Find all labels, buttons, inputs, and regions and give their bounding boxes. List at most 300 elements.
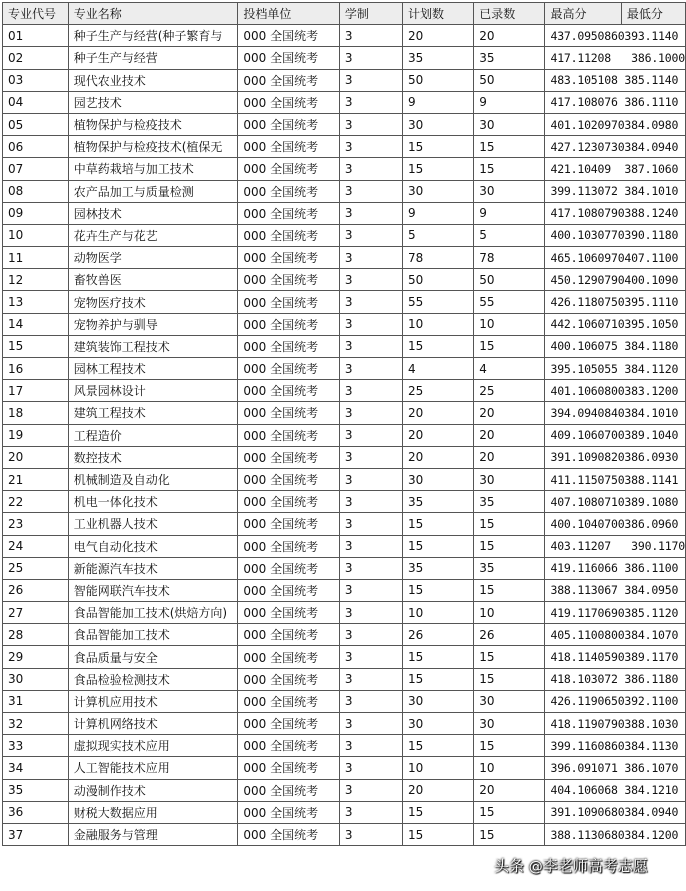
cell-major-code: 20 [3, 446, 69, 468]
cell-scores: 417.108076 386.1110 [545, 91, 686, 113]
table-row [3, 779, 686, 801]
cell-plan: 35 [403, 557, 474, 579]
cell-major-name: 食品智能加工技术(烘焙方向) [68, 602, 238, 624]
cell-major-name: 现代农业技术 [68, 69, 238, 91]
cell-scores: 391.1090820386.0930 [545, 446, 686, 468]
cell-major-name: 种子生产与经营(种子繁育与 [68, 25, 238, 47]
cell-plan: 10 [403, 602, 474, 624]
cell-major-code: 18 [3, 402, 69, 424]
cell-unit: 000 全国统考 [238, 47, 339, 69]
cell-major-code: 19 [3, 424, 69, 446]
cell-major-name: 宠物养护与驯导 [68, 313, 238, 335]
cell-duration: 3 [339, 602, 402, 624]
table-row [3, 47, 686, 69]
cell-major-code: 23 [3, 513, 69, 535]
cell-major-name: 机械制造及自动化 [68, 468, 238, 490]
cell-major-code: 17 [3, 380, 69, 402]
cell-scores: 388.1130680384.1200 [545, 823, 686, 845]
cell-major-code: 16 [3, 358, 69, 380]
cell-major-code: 14 [3, 313, 69, 335]
cell-major-code: 34 [3, 757, 69, 779]
cell-plan: 55 [403, 291, 474, 313]
cell-major-code: 01 [3, 25, 69, 47]
cell-major-code: 28 [3, 624, 69, 646]
cell-duration: 3 [339, 801, 402, 823]
cell-major-code: 10 [3, 224, 69, 246]
cell-admitted: 15 [474, 535, 545, 557]
cell-scores: 483.105108 385.1140 [545, 69, 686, 91]
cell-major-code: 29 [3, 646, 69, 668]
cell-admitted: 35 [474, 47, 545, 69]
cell-unit: 000 全国统考 [238, 358, 339, 380]
cell-scores: 399.113072 384.1010 [545, 180, 686, 202]
watermark: 头条 @李老师高考志愿 [494, 857, 648, 875]
cell-admitted: 10 [474, 313, 545, 335]
cell-major-code: 08 [3, 180, 69, 202]
table-row [3, 358, 686, 380]
cell-unit: 000 全国统考 [238, 446, 339, 468]
cell-duration: 3 [339, 47, 402, 69]
cell-scores: 418.1140590389.1170 [545, 646, 686, 668]
cell-unit: 000 全国统考 [238, 468, 339, 490]
cell-major-code: 03 [3, 69, 69, 91]
cell-duration: 3 [339, 136, 402, 158]
cell-plan: 15 [403, 735, 474, 757]
cell-admitted: 50 [474, 69, 545, 91]
cell-admitted: 30 [474, 690, 545, 712]
cell-plan: 15 [403, 823, 474, 845]
cell-scores: 426.1180750395.1110 [545, 291, 686, 313]
cell-unit: 000 全国统考 [238, 202, 339, 224]
header-admitted: 已录数 [474, 3, 545, 25]
cell-major-name: 建筑装饰工程技术 [68, 335, 238, 357]
cell-duration: 3 [339, 69, 402, 91]
table-row [3, 402, 686, 424]
cell-unit: 000 全国统考 [238, 380, 339, 402]
cell-duration: 3 [339, 779, 402, 801]
cell-duration: 3 [339, 158, 402, 180]
cell-unit: 000 全国统考 [238, 91, 339, 113]
cell-unit: 000 全国统考 [238, 69, 339, 91]
cell-scores: 401.1060800383.1200 [545, 380, 686, 402]
cell-admitted: 30 [474, 113, 545, 135]
table-row [3, 424, 686, 446]
cell-unit: 000 全国统考 [238, 113, 339, 135]
cell-major-name: 植物保护与检疫技术(植保无 [68, 136, 238, 158]
cell-major-name: 宠物医疗技术 [68, 291, 238, 313]
cell-major-name: 智能网联汽车技术 [68, 579, 238, 601]
cell-unit: 000 全国统考 [238, 136, 339, 158]
cell-major-code: 32 [3, 713, 69, 735]
cell-duration: 3 [339, 646, 402, 668]
cell-major-code: 05 [3, 113, 69, 135]
cell-plan: 20 [403, 402, 474, 424]
table-row [3, 513, 686, 535]
table-row [3, 91, 686, 113]
cell-unit: 000 全国统考 [238, 557, 339, 579]
cell-plan: 15 [403, 668, 474, 690]
cell-scores: 395.105055 384.1120 [545, 358, 686, 380]
cell-major-name: 电气自动化技术 [68, 535, 238, 557]
cell-plan: 4 [403, 358, 474, 380]
cell-major-name: 建筑工程技术 [68, 402, 238, 424]
cell-plan: 15 [403, 513, 474, 535]
cell-admitted: 26 [474, 624, 545, 646]
cell-duration: 3 [339, 757, 402, 779]
cell-major-code: 24 [3, 535, 69, 557]
cell-major-name: 人工智能技术应用 [68, 757, 238, 779]
cell-scores: 419.1170690385.1120 [545, 602, 686, 624]
cell-unit: 000 全国统考 [238, 535, 339, 557]
cell-major-code: 31 [3, 690, 69, 712]
cell-major-code: 04 [3, 91, 69, 113]
cell-major-name: 畜牧兽医 [68, 269, 238, 291]
cell-unit: 000 全国统考 [238, 269, 339, 291]
cell-admitted: 78 [474, 247, 545, 269]
cell-duration: 3 [339, 579, 402, 601]
admission-table [2, 2, 686, 846]
cell-unit: 000 全国统考 [238, 757, 339, 779]
table-row [3, 113, 686, 135]
cell-scores: 396.091071 386.1070 [545, 757, 686, 779]
table-row [3, 579, 686, 601]
table-row [3, 668, 686, 690]
cell-major-code: 25 [3, 557, 69, 579]
cell-major-name: 农产品加工与质量检测 [68, 180, 238, 202]
cell-admitted: 25 [474, 380, 545, 402]
cell-plan: 30 [403, 113, 474, 135]
cell-admitted: 30 [474, 713, 545, 735]
cell-plan: 25 [403, 380, 474, 402]
table-row [3, 69, 686, 91]
cell-plan: 30 [403, 690, 474, 712]
cell-scores: 442.1060710395.1050 [545, 313, 686, 335]
cell-scores: 450.1290790400.1090 [545, 269, 686, 291]
cell-unit: 000 全国统考 [238, 624, 339, 646]
cell-unit: 000 全国统考 [238, 180, 339, 202]
cell-scores: 417.11208 386.1000 [545, 47, 686, 69]
cell-admitted: 30 [474, 468, 545, 490]
cell-admitted: 5 [474, 224, 545, 246]
cell-duration: 3 [339, 446, 402, 468]
cell-duration: 3 [339, 468, 402, 490]
cell-admitted: 9 [474, 202, 545, 224]
cell-unit: 000 全国统考 [238, 247, 339, 269]
cell-duration: 3 [339, 690, 402, 712]
cell-admitted: 15 [474, 579, 545, 601]
cell-major-name: 工业机器人技术 [68, 513, 238, 535]
cell-plan: 15 [403, 535, 474, 557]
cell-duration: 3 [339, 180, 402, 202]
table-row [3, 535, 686, 557]
cell-duration: 3 [339, 113, 402, 135]
cell-unit: 000 全国统考 [238, 690, 339, 712]
cell-duration: 3 [339, 713, 402, 735]
cell-unit: 000 全国统考 [238, 513, 339, 535]
table-row [3, 557, 686, 579]
table-row [3, 269, 686, 291]
cell-unit: 000 全国统考 [238, 335, 339, 357]
cell-major-name: 食品质量与安全 [68, 646, 238, 668]
cell-plan: 15 [403, 158, 474, 180]
cell-duration: 3 [339, 269, 402, 291]
cell-duration: 3 [339, 735, 402, 757]
cell-unit: 000 全国统考 [238, 668, 339, 690]
cell-duration: 3 [339, 224, 402, 246]
cell-plan: 50 [403, 69, 474, 91]
header-plan: 计划数 [403, 3, 474, 25]
cell-major-name: 园艺技术 [68, 91, 238, 113]
cell-major-name: 计算机网络技术 [68, 713, 238, 735]
header-duration: 学制 [339, 3, 402, 25]
cell-duration: 3 [339, 557, 402, 579]
cell-admitted: 15 [474, 513, 545, 535]
table-header [3, 3, 686, 25]
cell-major-code: 27 [3, 602, 69, 624]
cell-admitted: 15 [474, 136, 545, 158]
cell-major-name: 种子生产与经营 [68, 47, 238, 69]
cell-unit: 000 全国统考 [238, 25, 339, 47]
cell-major-code: 26 [3, 579, 69, 601]
cell-duration: 3 [339, 513, 402, 535]
cell-admitted: 55 [474, 291, 545, 313]
table-row [3, 291, 686, 313]
cell-major-code: 22 [3, 491, 69, 513]
table-row [3, 823, 686, 845]
cell-scores: 426.1190650392.1100 [545, 690, 686, 712]
table-row [3, 158, 686, 180]
cell-scores: 407.1080710389.1080 [545, 491, 686, 513]
cell-admitted: 10 [474, 602, 545, 624]
cell-plan: 5 [403, 224, 474, 246]
cell-duration: 3 [339, 823, 402, 845]
cell-duration: 3 [339, 358, 402, 380]
cell-scores: 391.1090680384.0940 [545, 801, 686, 823]
cell-major-name: 虚拟现实技术应用 [68, 735, 238, 757]
cell-major-name: 植物保护与检疫技术 [68, 113, 238, 135]
cell-admitted: 4 [474, 358, 545, 380]
cell-major-name: 园林工程技术 [68, 358, 238, 380]
cell-unit: 000 全国统考 [238, 735, 339, 757]
cell-major-name: 风景园林设计 [68, 380, 238, 402]
cell-scores: 405.1100800384.1070 [545, 624, 686, 646]
cell-plan: 9 [403, 91, 474, 113]
table-row [3, 202, 686, 224]
cell-major-code: 37 [3, 823, 69, 845]
cell-plan: 26 [403, 624, 474, 646]
cell-major-code: 30 [3, 668, 69, 690]
cell-admitted: 50 [474, 269, 545, 291]
cell-plan: 15 [403, 136, 474, 158]
cell-unit: 000 全国统考 [238, 158, 339, 180]
cell-scores: 437.0950860393.1140 [545, 25, 686, 47]
cell-scores: 418.103072 386.1180 [545, 668, 686, 690]
cell-duration: 3 [339, 624, 402, 646]
table-row [3, 602, 686, 624]
cell-unit: 000 全国统考 [238, 713, 339, 735]
table-body [3, 25, 686, 846]
table-row [3, 247, 686, 269]
cell-plan: 30 [403, 468, 474, 490]
table-row [3, 624, 686, 646]
table-row [3, 380, 686, 402]
cell-plan: 20 [403, 25, 474, 47]
cell-major-name: 动漫制作技术 [68, 779, 238, 801]
cell-duration: 3 [339, 402, 402, 424]
cell-scores: 388.113067 384.0950 [545, 579, 686, 601]
table-row [3, 757, 686, 779]
cell-admitted: 20 [474, 402, 545, 424]
cell-admitted: 35 [474, 491, 545, 513]
header-min-score: 最低分 [621, 3, 685, 25]
table-row [3, 646, 686, 668]
header-row [3, 3, 686, 25]
cell-major-name: 计算机应用技术 [68, 690, 238, 712]
table-row [3, 313, 686, 335]
cell-admitted: 15 [474, 801, 545, 823]
table-row [3, 224, 686, 246]
cell-major-name: 金融服务与管理 [68, 823, 238, 845]
cell-scores: 394.0940840384.1010 [545, 402, 686, 424]
cell-major-name: 动物医学 [68, 247, 238, 269]
cell-duration: 3 [339, 491, 402, 513]
cell-unit: 000 全国统考 [238, 291, 339, 313]
cell-admitted: 20 [474, 25, 545, 47]
cell-major-name: 数控技术 [68, 446, 238, 468]
table-row [3, 801, 686, 823]
cell-scores: 419.116066 386.1100 [545, 557, 686, 579]
cell-major-name: 新能源汽车技术 [68, 557, 238, 579]
cell-admitted: 15 [474, 335, 545, 357]
cell-scores: 400.1030770390.1180 [545, 224, 686, 246]
cell-plan: 15 [403, 579, 474, 601]
table-row [3, 180, 686, 202]
header-max-score: 最高分 [545, 3, 621, 25]
cell-major-code: 15 [3, 335, 69, 357]
cell-duration: 3 [339, 668, 402, 690]
cell-major-code: 11 [3, 247, 69, 269]
table-row [3, 690, 686, 712]
cell-major-code: 35 [3, 779, 69, 801]
cell-admitted: 9 [474, 91, 545, 113]
cell-admitted: 10 [474, 757, 545, 779]
cell-admitted: 35 [474, 557, 545, 579]
cell-plan: 15 [403, 646, 474, 668]
cell-major-name: 工程造价 [68, 424, 238, 446]
table-row [3, 25, 686, 47]
cell-plan: 30 [403, 713, 474, 735]
cell-major-name: 食品智能加工技术 [68, 624, 238, 646]
cell-plan: 20 [403, 424, 474, 446]
cell-unit: 000 全国统考 [238, 801, 339, 823]
cell-duration: 3 [339, 424, 402, 446]
cell-duration: 3 [339, 25, 402, 47]
cell-plan: 9 [403, 202, 474, 224]
cell-duration: 3 [339, 247, 402, 269]
table-row [3, 468, 686, 490]
cell-scores: 427.1230730384.0940 [545, 136, 686, 158]
cell-unit: 000 全国统考 [238, 491, 339, 513]
cell-unit: 000 全国统考 [238, 313, 339, 335]
cell-plan: 15 [403, 335, 474, 357]
cell-plan: 50 [403, 269, 474, 291]
cell-scores: 409.1060700389.1040 [545, 424, 686, 446]
cell-duration: 3 [339, 380, 402, 402]
cell-unit: 000 全国统考 [238, 424, 339, 446]
cell-scores: 400.1040700386.0960 [545, 513, 686, 535]
table-row [3, 446, 686, 468]
cell-major-name: 财税大数据应用 [68, 801, 238, 823]
cell-major-code: 21 [3, 468, 69, 490]
table-row [3, 735, 686, 757]
cell-major-name: 园林技术 [68, 202, 238, 224]
cell-scores: 411.1150750388.1141 [545, 468, 686, 490]
cell-admitted: 15 [474, 823, 545, 845]
cell-plan: 30 [403, 180, 474, 202]
cell-major-name: 机电一体化技术 [68, 491, 238, 513]
table-row [3, 335, 686, 357]
cell-scores: 421.10409 387.1060 [545, 158, 686, 180]
cell-unit: 000 全国统考 [238, 579, 339, 601]
cell-admitted: 15 [474, 668, 545, 690]
cell-unit: 000 全国统考 [238, 602, 339, 624]
cell-unit: 000 全国统考 [238, 402, 339, 424]
cell-unit: 000 全国统考 [238, 779, 339, 801]
cell-duration: 3 [339, 91, 402, 113]
cell-major-code: 09 [3, 202, 69, 224]
cell-admitted: 15 [474, 646, 545, 668]
cell-scores: 399.1160860384.1130 [545, 735, 686, 757]
cell-duration: 3 [339, 335, 402, 357]
cell-major-code: 12 [3, 269, 69, 291]
header-major-name: 专业名称 [68, 3, 238, 25]
cell-duration: 3 [339, 313, 402, 335]
cell-major-code: 07 [3, 158, 69, 180]
cell-scores: 403.11207 390.1170 [545, 535, 686, 557]
cell-major-code: 06 [3, 136, 69, 158]
cell-major-code: 36 [3, 801, 69, 823]
cell-plan: 78 [403, 247, 474, 269]
cell-plan: 35 [403, 47, 474, 69]
cell-duration: 3 [339, 535, 402, 557]
cell-plan: 10 [403, 313, 474, 335]
cell-major-code: 13 [3, 291, 69, 313]
cell-plan: 20 [403, 779, 474, 801]
header-unit: 投档单位 [238, 3, 339, 25]
cell-scores: 465.1060970407.1100 [545, 247, 686, 269]
cell-plan: 20 [403, 446, 474, 468]
cell-plan: 35 [403, 491, 474, 513]
cell-admitted: 15 [474, 158, 545, 180]
cell-admitted: 20 [474, 446, 545, 468]
cell-plan: 10 [403, 757, 474, 779]
cell-major-name: 中草药栽培与加工技术 [68, 158, 238, 180]
cell-major-code: 33 [3, 735, 69, 757]
cell-admitted: 15 [474, 735, 545, 757]
cell-major-name: 食品检验检测技术 [68, 668, 238, 690]
cell-major-code: 02 [3, 47, 69, 69]
cell-admitted: 30 [474, 180, 545, 202]
cell-duration: 3 [339, 202, 402, 224]
table-row [3, 136, 686, 158]
cell-scores: 404.106068 384.1210 [545, 779, 686, 801]
cell-duration: 3 [339, 291, 402, 313]
table-row [3, 713, 686, 735]
cell-admitted: 20 [474, 424, 545, 446]
cell-unit: 000 全国统考 [238, 823, 339, 845]
cell-admitted: 20 [474, 779, 545, 801]
cell-plan: 15 [403, 801, 474, 823]
